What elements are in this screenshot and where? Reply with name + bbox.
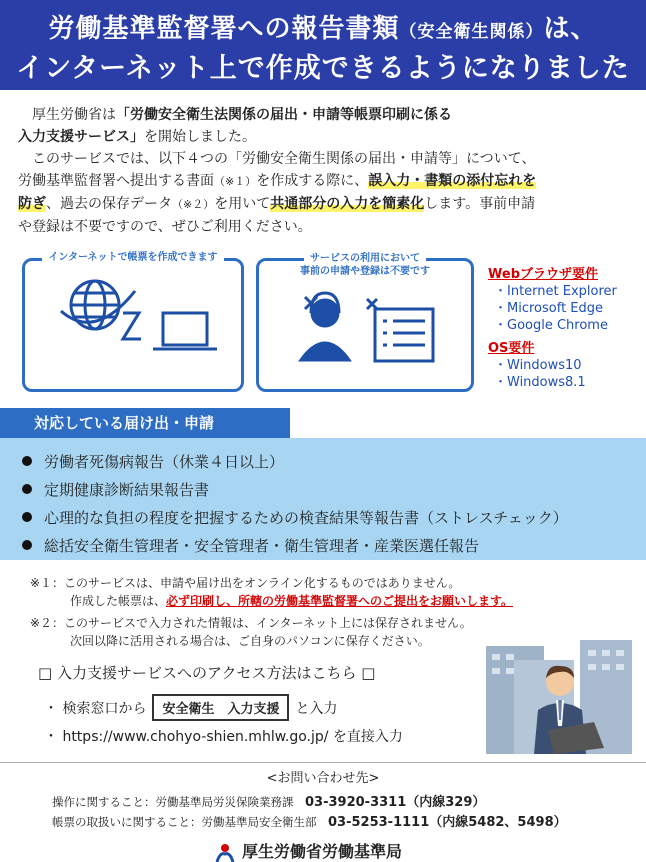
contact-line-operation: [52, 791, 485, 810]
intro-text-span: を作成する際に、: [256, 173, 369, 189]
intro-text-span: します。事前申請: [424, 196, 536, 212]
contact-phone: 03-5253-1111（内線5482、5498）: [328, 815, 567, 830]
feature-box-title-text: インターネットで帳票を作成できます: [42, 252, 223, 263]
highlight-text: 誤入力・書類の添付忘れを: [368, 173, 537, 189]
footnote-2-cont: 次回以降に活用される場合は、ご自身のパソコンに保存ください。: [70, 634, 430, 648]
intro-text-span: 、過去の保存データ: [46, 196, 172, 212]
list-item-text: 定期健康診断結果報告書: [44, 481, 210, 499]
footnote-1: ※１：このサービスは、申請や届け出をオンライン化するものではありません。: [30, 576, 461, 590]
list-item-text: 総括安全衛生管理者・安全管理者・衛生管理者・産業医選任報告: [44, 537, 480, 555]
access-step-search: [44, 694, 337, 721]
intro-text-span: を開始しました。: [144, 129, 256, 145]
os-item: ・Windows8.1: [494, 375, 586, 390]
globe-laptop-icon: [25, 261, 241, 389]
note-ref-2: （※２）: [172, 198, 215, 211]
footnote-text: 作成した帳票は、: [70, 594, 167, 608]
contact-line-forms: [52, 811, 567, 830]
bullet-icon: [22, 512, 32, 522]
note-ref-1: （※１）: [214, 175, 257, 188]
browser-item: ・Microsoft Edge: [494, 301, 604, 316]
browser-requirements-heading: Webブラウザ要件: [488, 267, 598, 282]
feature-box-no-registration: [256, 253, 474, 392]
service-name-cont: 入力支援サービス」: [18, 129, 144, 145]
footnote-warning: 必ず印刷し、所轄の労働基準監督署へのご提出をお願いします。: [166, 594, 514, 608]
feature-box-title-line2: 事前の申請や登録は不要です: [294, 266, 436, 277]
browser-item: ・Internet Explorer: [494, 284, 617, 299]
contact-label: 帳票の取扱いに関すること：労働基準局安全衛生部: [52, 815, 317, 829]
os-item: ・Windows10: [494, 358, 582, 373]
ministry-logo: [214, 839, 402, 862]
businessman-illustration: [484, 640, 634, 760]
footnotes: [30, 574, 513, 650]
supported-forms-list: [22, 448, 568, 560]
intro-paragraph-2: [18, 148, 630, 170]
list-item: [22, 448, 568, 476]
contact-label: 操作に関すること：労働基準局労災保険業務課: [52, 795, 294, 809]
os-requirements-heading: OS要件: [488, 341, 535, 356]
bullet-icon: [22, 540, 32, 550]
access-title: □ 入力支援サービスへのアクセス方法はこちら □: [38, 664, 376, 682]
bullet-icon: [22, 456, 32, 466]
intro-text-span: 労働基準監督署へ提出する書面: [18, 173, 214, 189]
ministry-logo-icon: [214, 842, 236, 862]
access-step-url[interactable]: ・ https://www.chohyo-shien.mhlw.go.jp/ を直接入力: [44, 729, 403, 745]
contact-section: [0, 762, 646, 861]
header-banner: [0, 0, 646, 90]
section-title: 対応している届け出・申請: [0, 408, 290, 438]
service-name: 「労働安全衛生法関係の届出・申請等帳票印刷に係る: [116, 107, 452, 123]
bullet-icon: [22, 484, 32, 494]
feature-box-title-line1: サービスの利用において: [304, 253, 426, 264]
headline-line2: インターネット上で作成できるようになりました: [16, 53, 630, 84]
headline-end: は、: [543, 14, 598, 44]
intro-text-span: や登録は不要ですので、ぜひご利用ください。: [18, 219, 312, 235]
footnote-1-cont: [30, 592, 513, 610]
contact-phone: 03-3920-3311（内線329）: [305, 795, 486, 810]
highlight-text: 共通部分の入力を簡素化: [270, 196, 425, 212]
headline-main: 労働基準監督署への報告書類: [48, 14, 400, 44]
list-item: [22, 504, 568, 532]
intro-paragraph-1: [18, 104, 630, 148]
operator-document-icon: [259, 261, 471, 389]
intro-text: [18, 104, 630, 238]
system-requirements: [488, 266, 638, 391]
search-keyword-box: 安全衛生 入力支援: [152, 694, 289, 721]
access-text: と入力: [295, 701, 338, 717]
intro-text-span: を用いて: [214, 196, 271, 212]
headline-small: （安全衛生関係）: [399, 22, 544, 42]
contact-title: <お問い合わせ先>: [266, 771, 380, 786]
access-text: ・ 検索窓口から: [44, 701, 147, 717]
list-item-text: 労働者死傷病報告（休業４日以上）: [44, 453, 285, 471]
list-item: [22, 476, 568, 504]
browser-item: ・Google Chrome: [494, 318, 608, 333]
ministry-name: 厚生労働省労働基準局: [242, 842, 403, 861]
feature-box-online: [22, 252, 244, 392]
list-item: [22, 532, 568, 560]
highlight-text: 防ぎ: [18, 196, 46, 212]
headline-line1: [0, 8, 646, 45]
list-item-text: 心理的な負担の程度を把握するための検査結果等報告書（ストレスチェック）: [44, 509, 568, 527]
footnote-2: ※２：このサービスで入力された情報は、インターネット上には保存されません。: [30, 616, 472, 630]
feature-box-title: [259, 252, 471, 278]
feature-box-title: [25, 251, 241, 264]
intro-text-span: このサービスでは、以下４つの「労働安全衛生関係の届出・申請等」について、: [32, 151, 536, 167]
intro-text-span: 厚生労働省は: [32, 107, 116, 123]
intro-paragraph-2-cont: [18, 170, 630, 238]
